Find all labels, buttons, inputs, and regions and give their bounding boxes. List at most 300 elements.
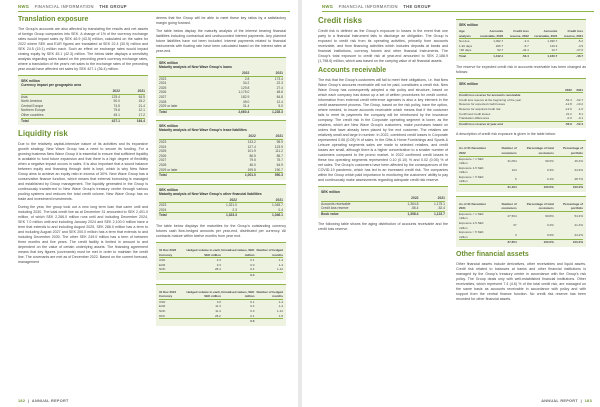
cell: 1-4 [278, 299, 283, 304]
table-row [459, 221, 583, 230]
credit-loss-reserve-table [456, 78, 586, 129]
col-header: Percentage of total customers [517, 146, 554, 156]
cell: 129.8 [241, 85, 250, 90]
cell: 2.8 [244, 76, 250, 81]
cell: Exposure > 5 SEK million [459, 174, 484, 184]
cell: 2023 [159, 76, 167, 81]
left-header [18, 4, 131, 9]
cell: Translation differences [459, 116, 490, 121]
cell: 0.1 [250, 258, 255, 263]
right-column-1 [318, 16, 448, 235]
cell: Total [21, 118, 95, 123]
cell: Reserve for expected credit losses [459, 102, 506, 107]
col-header: 2021 [237, 198, 283, 203]
cell: 67 [513, 223, 517, 228]
cell: 2027 [159, 158, 167, 163]
right-footer: ANNUAL REPORT | 183 [541, 399, 592, 403]
cell: 15.2 [138, 99, 145, 104]
cell: Exposure < 1 SEK million [459, 211, 484, 221]
cell: 85.7 [276, 153, 283, 158]
cell: 1-5 [278, 313, 283, 318]
cell: 28.4 [215, 267, 221, 272]
cell: 1-4 [278, 304, 283, 309]
cell: 0.4 [250, 304, 255, 309]
left-column-2 [156, 16, 286, 330]
cell: 0.3 [221, 319, 255, 324]
age-analysis-table [456, 19, 586, 61]
right-page [304, 0, 600, 407]
cell: 79.5 [249, 158, 256, 163]
cell [159, 319, 184, 324]
cell: 48.6 [276, 90, 283, 95]
col-header: 2022 [392, 196, 418, 201]
cell: 0.1% [546, 177, 554, 182]
cell: 100.0% [517, 185, 554, 190]
table-total-row [159, 173, 283, 178]
cell: 950.3 [256, 173, 283, 178]
table-subtitle: Maturity analysis of New Wave Group's loans [159, 65, 232, 69]
heading-liquidity-risk: Liquidity risk [18, 129, 68, 139]
footer-label: ANNUAL REPORT [31, 399, 69, 403]
cell [254, 319, 283, 324]
cell: Exposure > 5 SEK million [459, 230, 484, 239]
col-header: Age analysis [459, 29, 475, 39]
table-subtitle: Currency impact per geographic area [21, 83, 82, 87]
cell: 27,504 [507, 214, 517, 219]
cell: 104 [511, 167, 517, 172]
paragraph: The Group's accounts are also affected by translating the results and net assets of foreign Group companies into SEK. A change of 1% of the currency exchange rates would impact sales by SEK 46.9 (43.5) million, calculated on the sales for 2022 where SEK and EUR figures are translated at SEK 22.4 (30.9) million and SEK 24.5 (19.1) million each. Such an effect on exchange rates would impact closing equity by SEK 45.1 (42.3) million. The below table displays a sensitivity analysis regarding sales based on the preceding year's currency exchange rates, where a translation of the year's net sales to the exchange rates of the preceding year would have affected net sales by SEK 427.1 (36.4) million. [18, 27, 148, 71]
col-header: Number of customers [489, 146, 517, 156]
heading-accounts-receivable: Accounts receivable [318, 67, 387, 74]
cell: 1,175.1 [434, 201, 445, 206]
cell: 24.9% [574, 167, 583, 172]
cell: 31,054 [507, 158, 517, 163]
paragraph: The table below displays the maturities for the Group's outstanding currency futures cash flow-hedged amounts per year-end, distributed per currency. All contracts mature within twelve months from year end. [156, 224, 286, 239]
cell: -53.4 [503, 53, 529, 58]
header-rule [322, 11, 594, 12]
cell: 31,164 [489, 185, 517, 190]
cell: -56.9 [561, 121, 572, 126]
cell: Confirmed credit losses [459, 111, 491, 116]
cell: 11.3 [215, 304, 221, 309]
paragraph: A description of credit risk exposure is given in the table below: [456, 132, 556, 137]
cell: 0.3% [546, 167, 554, 172]
cell: 2028 [159, 99, 167, 104]
paragraph: During the year, the group took out a new long term loan that came until and including 2030. The total credit line as at December 31 amounted to SEK 2,401.0 million, of which SEK 2,266.0 million runs until and including December 2024, SEK 7.0 million until and including January 2024 and SEK 2,100.0 million have a term that extends to and including August 2025, SEK 286.0 million has a term to and including August 2027 and SEK 200.0 million has a term that extends to and including December 2030. The other SEK 249.0 million has a term of between three months and five years. The credit facility is limited in amount to and dependent on the value of certain underlying assets. The financing agreement means that key figures (covenants) must be met in order to maintain the credit line. The covenants are met as of December 2022. Based on the current forecast, management [18, 205, 148, 265]
cell: 84.8 [276, 94, 283, 99]
cell: 75.7 [276, 158, 283, 163]
table-header-row [159, 290, 283, 300]
table-row [459, 230, 583, 240]
currency-impact-table [18, 75, 148, 125]
cell: -12.6 [564, 106, 572, 111]
cell: 1,030.7 [547, 39, 558, 44]
cell: 64.5 [138, 94, 145, 99]
cell: 173.4 [274, 76, 283, 81]
table-subtitle: Maturity analysis of New Wave Group's lease liabilities [159, 128, 247, 133]
col-header: Unrealised values, SEK million [221, 289, 255, 299]
loans-maturity-table [156, 57, 286, 116]
col-header: 2021 [249, 71, 283, 76]
cell: -3.9 [577, 43, 583, 48]
page-number: 183 [584, 399, 592, 403]
cell: USD [159, 299, 166, 304]
col-header: 31 Dec 2021 Currency [159, 290, 184, 300]
cell: 0.0% [546, 232, 554, 237]
header-brand: NWG [18, 4, 30, 9]
table-total-row [21, 118, 145, 123]
page-gutter [298, 0, 302, 407]
cell: 2024 [159, 81, 167, 86]
footer-label: ANNUAL REPORT [541, 399, 578, 403]
cell: >90 days [459, 48, 472, 53]
col-header: 2021 [419, 196, 446, 201]
cell: 3.0 [216, 299, 221, 304]
lease-maturity-table [156, 120, 286, 179]
cell: 2028 [159, 162, 167, 167]
paragraph: deems that the Group will be able to meet these key ratios by a satisfactory margin going forward. [156, 16, 286, 25]
cell: 46.0 [249, 162, 256, 167]
cell: 52.7 [497, 48, 504, 53]
credit-exposure-2022-table [456, 140, 586, 191]
col-header: 2021 [256, 134, 283, 139]
cell: 266.7 [495, 43, 504, 48]
table-header-row [159, 248, 283, 258]
table-total-row [321, 211, 445, 216]
cell: 5.0 [278, 104, 283, 109]
credit-exposure-2021-table [456, 196, 586, 247]
currency-hedge-2021-table [156, 284, 286, 326]
col-header: 31 Dec 2022 Currency [159, 248, 184, 258]
cell: 0.1 [250, 299, 255, 304]
cell: 86.5 [249, 153, 256, 158]
cell: 95.9 [276, 139, 283, 144]
cell: 54.4% [574, 214, 583, 219]
cell: 17.2 [138, 112, 145, 117]
table-row [459, 175, 583, 185]
cell: 11.4 [215, 309, 221, 313]
col-header: Percentage of total customers [517, 202, 554, 212]
cell: Total [159, 173, 220, 178]
cell: 22.3 [276, 81, 283, 86]
table-total-row [159, 273, 283, 278]
cell [184, 273, 221, 278]
cell: 2029 or later [159, 167, 178, 172]
cell [459, 240, 489, 245]
cell: 2.3 [232, 207, 237, 212]
cell: 2024 [159, 207, 167, 212]
cell: 1-4 [278, 262, 283, 267]
cell [184, 319, 221, 324]
cell: EUR [159, 304, 166, 309]
cell: Total [159, 109, 216, 114]
cell: 13.7 [551, 48, 558, 53]
col-header: Percentage of portfolio [554, 146, 583, 156]
cell: Exposure < 1 SEK million [459, 156, 484, 166]
cell: Not due [459, 39, 470, 44]
paragraph: The following table shows the aging distribution of accounts receivable and the credit loss reserve. [318, 222, 448, 232]
cell: 190.7 [274, 167, 283, 172]
cell: 46.4% [574, 158, 583, 163]
cell: 31.4 [242, 104, 250, 109]
cell: -37.6 [576, 48, 583, 53]
cell: -62.7 [576, 97, 583, 102]
accounts-receivable-table [318, 186, 448, 218]
cell: -56.4 [410, 206, 419, 211]
cell: Credit loss reserve for accounts receivable [459, 93, 521, 98]
cell: 1,412.1 [475, 53, 504, 58]
cell: 111.2 [275, 149, 283, 154]
right-column-2 [456, 16, 586, 305]
table-header-row [459, 202, 583, 212]
cell: 79.6 [113, 108, 120, 113]
col-header: Number of hedged months [254, 248, 283, 258]
heading-credit-risks: Credit risks [318, 16, 363, 25]
header-section: FINANCIAL INFORMATION [338, 4, 398, 9]
cell: 133.2 [247, 139, 256, 144]
cell: 125.4 [111, 94, 120, 99]
cell: 74.5 [113, 103, 120, 108]
cell [159, 273, 184, 278]
cell: EUR [159, 262, 166, 267]
cell: 24.2% [574, 232, 583, 237]
table-total-row [159, 319, 283, 324]
header-subsection: THE GROUP [99, 4, 127, 9]
cell: Other countries [21, 112, 44, 117]
cell: 1,321.0 [225, 203, 237, 208]
cell: -52.4 [437, 206, 445, 211]
paragraph: The risk that the Group's customers will fail to meet their obligations, i.e. that New Wave Group's accounts receivable will not be paid, constitutes a credit risk. New Wave Group has consequently adopted a risk policy and structure, based on which each company has drawn up a set of written procedures for credit control. Information from external credit reference agencies is also a key element in the credit assessment process. The Group, based on the risk policy, have the option, where needed, to insure accounts receivable which means that if the customer fails to meet its payments the company will be reimbursed by the insurance company. The credit risk in the Corporate operating segment is lower, as the retailers, which are New Wave Group's customers, make purchases based on orders that have already been placed by the end customer. The retailers are relatively small and large in number. In 2022, combined credit losses in Corporate represented 0.06 (0.05) % of sales. In the Gifts & Home Furnishings and Sports & Leisure operating segments sales are made to selected retailers, and credit losses are small, although there is a higher concentration to a smaller number of customers compared to the promo market. In 2022 confirmed credit losses in these two operating segments represented 0.10 (0.10) % and 0.02 (0.05) % of net sales. The Group's customers have been affected by the consequences of the COVID-19 pandemic, which has led to an increased credit risk. The companies within the Group which paid importance to monitoring the customers' ability to pay and continuously make assessments regarding adequate credit risk reserve. [318, 78, 449, 182]
cell: North America [21, 99, 42, 104]
cell: -0.1 [577, 116, 583, 121]
cell: 1,092.7 [493, 39, 504, 44]
cell: 0.1 [250, 313, 255, 318]
col-header: 2022 [216, 71, 250, 76]
cell: Accounts receivable [321, 201, 351, 206]
cell: 2023 [159, 139, 167, 144]
cell: 0.4 [221, 273, 255, 278]
cell: 1,122.7 [419, 211, 446, 216]
col-header: As of 31 December 2022 [459, 146, 489, 156]
table-title: SEK million [159, 187, 178, 192]
cell: 1,175.0 [238, 90, 250, 95]
cell: 8.1 [578, 111, 583, 116]
table-row [459, 211, 583, 221]
header-rule [18, 11, 290, 12]
cell: 2025 [159, 85, 167, 90]
cell: -10.2 [576, 102, 583, 107]
cell: 0.4 [278, 207, 283, 212]
cell: Credit loss reserve [321, 206, 349, 211]
cell: 12.1 [138, 108, 145, 113]
cell: Northern Europe [21, 108, 46, 113]
cell: 12.4 [276, 99, 283, 104]
cell: 116.3 [550, 43, 558, 48]
cell: 64.9 [276, 162, 283, 167]
cell: 101.9 [247, 149, 256, 154]
cell: 1,308.4 [392, 211, 418, 216]
cell: Total [459, 53, 475, 58]
cell: DKK [159, 313, 166, 318]
cell: 2.3 [216, 258, 221, 263]
cell: Central Europe [21, 103, 44, 108]
cell: 2025 [159, 149, 167, 154]
col-header: 2022 [220, 134, 256, 139]
col-header: Credit loss reserve, 2021 [557, 29, 583, 39]
cell: 3.3 [216, 262, 221, 267]
cell: 1,228.3 [249, 109, 283, 114]
paragraph: The table below display the maturity analysis of the interest bearing financial liabilities including contractual and undiscounted interest payments. Any planned future liabilities have not been included. Interest payments related to financial instruments with floating rate have been calculated based on the interest rates at year-end. [156, 29, 286, 53]
cell: -3.3 [523, 39, 529, 44]
cell: 2026 [159, 90, 167, 95]
paragraph: Other financial assets include derivatives, other receivables and liquid assets. Credit risk related to balances at banks and other financial institutions is managed by the Group's treasury centre in accordance with the Group's risk policy. The Group deals only with well-established financial institutions. Other receivables, which represent 7.4 (4.6) % of the total credit risk, are managed on the same basis as accounts receivable in accordance with policy and with support from the central finance function. No credit risk reserve has been recorded for other financial assets. [456, 262, 586, 301]
cell: -52.4 [564, 97, 572, 102]
cell: 123.9 [274, 144, 283, 149]
cell: Exposure 1-5 SEK million [459, 165, 484, 175]
cell: -5.7 [523, 43, 529, 48]
cell: NOK [159, 267, 166, 272]
other-liabilities-maturity-table [156, 184, 286, 220]
cell: 90.0 [113, 99, 120, 104]
table-header-row [459, 146, 583, 156]
table-total-row [459, 53, 583, 58]
table-header-row [459, 29, 583, 39]
cell: 164.4 [120, 118, 145, 123]
page-number: 182 [18, 399, 26, 403]
cell: -12.8 [564, 102, 572, 107]
col-header: 2022 [95, 89, 120, 94]
cell: NOK [159, 309, 166, 313]
table-total-row [459, 240, 583, 245]
heading-other-financial-assets: Other financial assets [456, 251, 529, 258]
cell: 199.5 [247, 167, 256, 172]
currency-hedge-2022-table [156, 242, 286, 280]
col-header: Number of customers [489, 202, 517, 212]
left-page [0, 0, 296, 407]
table-total-row [159, 109, 283, 114]
table-title: SEK million [459, 23, 478, 27]
cell: 0.4 [250, 267, 255, 272]
cell: 2026 [159, 153, 167, 158]
table-total-row [459, 185, 583, 190]
cell: 3 [514, 232, 517, 237]
cell: 100.0% [554, 240, 583, 245]
cell: 427.1 [95, 118, 120, 123]
cell: Reserve for acquired credit risk [459, 106, 501, 111]
header-brand: NWG [322, 4, 334, 9]
cell: 1,045.7 [272, 203, 283, 208]
cell: 2,660.4 [216, 109, 250, 114]
cell: 100.0% [554, 185, 583, 190]
cell: -44.4 [521, 48, 529, 53]
table-row [459, 156, 583, 166]
header-subsection: THE GROUP [403, 4, 431, 9]
cell: 1,323.3 [191, 213, 237, 218]
cell: 1,160.7 [529, 53, 558, 58]
col-header: As of 31 December 2021 [459, 202, 489, 212]
cell: 0.3 [250, 309, 255, 313]
col-header: 2022 [561, 88, 572, 93]
right-header [322, 4, 435, 9]
col-header: 2021 [120, 89, 145, 94]
col-header: Credit loss reserve, 2022 [503, 29, 529, 39]
cell: 99.8% [545, 214, 554, 219]
cell: Exposure 1-5 SEK million [459, 221, 484, 230]
table-row [459, 166, 583, 175]
cell: 127.4 [247, 144, 256, 149]
cell: 1,046.1 [237, 213, 283, 218]
cell: 2024 [159, 144, 167, 149]
cell: 45.1 [113, 112, 120, 117]
cell [254, 273, 283, 278]
cell: 100.0% [517, 240, 554, 245]
header-section: FINANCIAL INFORMATION [34, 4, 94, 9]
cell: -5.2 [577, 39, 583, 44]
cell: 1-4 [278, 258, 283, 263]
cell: 28.2 [215, 313, 221, 318]
paragraph: Credit risk is defined as the Group's exposure to losses in the event that one party to a financial instrument fails to discharge an obligation. The Group is exposed to credit risk from its operating activities, primarily from accounts receivable, and from financing activities which includes deposits at banks and financial institutions, currency futures and other financial instruments. The Group's total exposure to credit risk at year-end amounted to SEK 2,188.9 (1,798.6) million, which was based on the carrying value of all financial assets. [318, 29, 448, 63]
col-header: Accounts receivable, 2021 [529, 29, 558, 39]
left-footer: 182 | ANNUAL REPORT [18, 399, 69, 403]
cell: Total [159, 213, 191, 218]
cell: -46.7 [557, 53, 583, 58]
table-title: SEK million [321, 190, 340, 194]
cell: 21.4 [138, 103, 145, 108]
cell: Credit loss reserve at the beginning of the year [459, 97, 522, 102]
cell: -0.3 [566, 116, 572, 121]
cell: 2023 [159, 203, 167, 208]
cell: 34.2 [242, 81, 250, 86]
col-header: 2021 [572, 88, 583, 93]
col-header: Percentage of portfolio [554, 202, 583, 212]
table-title: SEK million [21, 79, 40, 83]
table-title: SEK million [159, 124, 178, 129]
cell: Book value [321, 211, 392, 216]
table-total-row [459, 121, 583, 126]
cell: 27.4 [276, 85, 283, 90]
col-header: 2022 [191, 198, 237, 203]
col-header: Unrealised values, SEK million [221, 248, 255, 257]
heading-translation-exposure: Translation exposure [18, 16, 89, 23]
table-subtitle: Maturity analysis of New Wave Group's other financial liabilities [159, 191, 262, 196]
cell: 1-12 [276, 309, 283, 313]
cell: 28.7% [574, 177, 583, 182]
cell: 1-12 [276, 267, 283, 272]
cell: 182.9 [241, 94, 250, 99]
cell: 2027 [159, 94, 167, 99]
paragraph: Due to the relatively capital-intensive nature of its activities and its expansive growth strategy, New Wave Group has a need to secure its funding. For a growing business New Wave Group it is essential to ensure that sufficient liquidity is available to fund future expansion and that there is a high degree of flexibility when a negative impact occurs in sales. It is also important that a sound balance between equity and financing through debt is kept, which is why New Wave Group aims to achieve an equity ratio in excess of 30%. New Wave Group has a conservative finance function, which means that external borrowing is managed and established by Group management. The liquidity generated in the Group is continuously transferred to New Wave Group's treasury centre through various pooling systems and reduces the total credit volume. New Wave Group has no trade and investment investments. [18, 142, 148, 202]
cell: -52.4 [572, 121, 583, 126]
paragraph: The reserve for expected credit risk in accounts receivable has been changed as follows: [456, 64, 586, 74]
cell: 99.6% [545, 158, 554, 163]
table-total-row [159, 213, 283, 218]
cell: 6 [514, 177, 517, 182]
cell: 2029 or later [159, 104, 178, 109]
col-header: Hedged volume in each, SEK million [184, 290, 221, 300]
cell: 27,654 [489, 240, 517, 245]
cell: -1.6 [577, 106, 583, 111]
cell: 0.2% [546, 223, 554, 228]
cell: 1,364.8 [407, 201, 419, 206]
col-header: Number of hedged months [254, 290, 283, 300]
cell: 21.2 [565, 111, 572, 116]
cell: 1,001.0 [220, 173, 256, 178]
table-title: SEK million [459, 81, 478, 86]
cell: Credit loss reserve at year-end [459, 121, 561, 126]
cell: 0.0 [250, 262, 255, 267]
cell: USD [159, 258, 166, 263]
left-column-1 [18, 16, 148, 268]
